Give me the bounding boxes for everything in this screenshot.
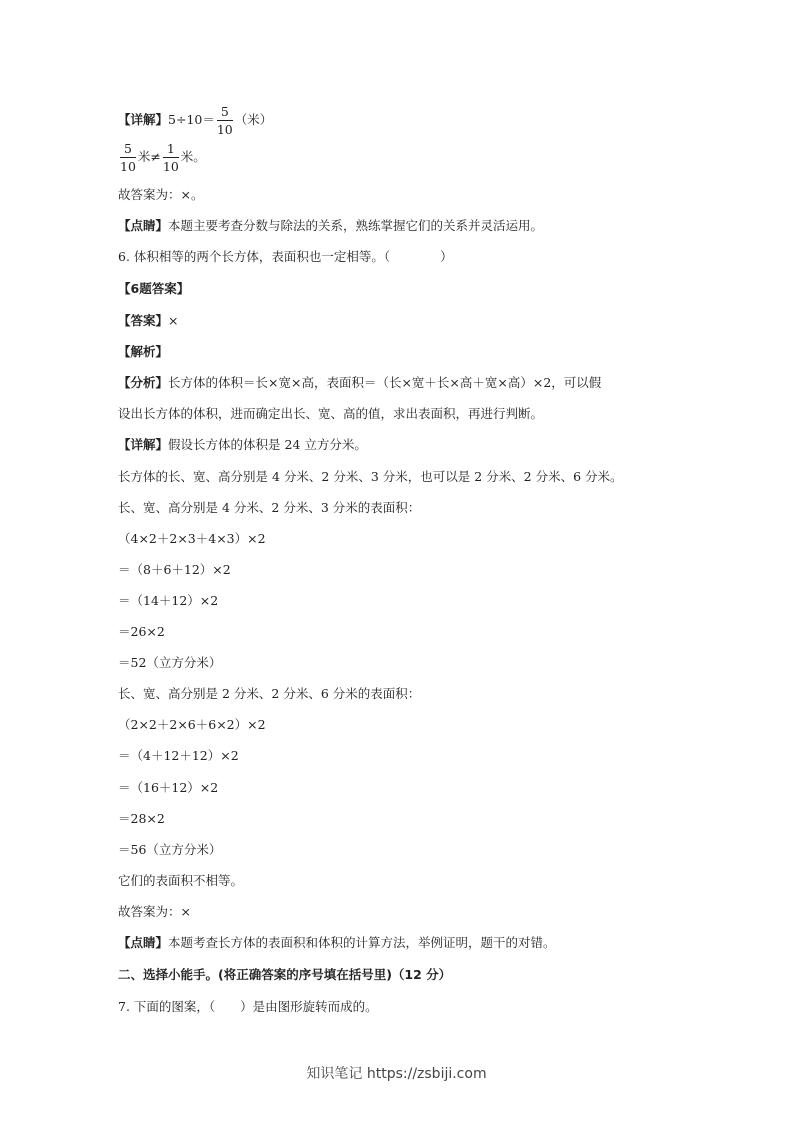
answer-value: × bbox=[168, 313, 179, 328]
body-line: 长、宽、高分别是 4 分米、2 分米、3 分米的表面积： bbox=[118, 500, 421, 515]
analysis-title: 【解析】 bbox=[118, 344, 169, 359]
footer-watermark[interactable]: 知识笔记 https://zsbiji.com bbox=[306, 1066, 487, 1082]
tip-label: 【点睛】 bbox=[118, 218, 169, 233]
body-line: （2×2＋2×6＋6×2）×2 bbox=[118, 717, 266, 732]
analysis-text-1: 长方体的体积＝长×宽×高，表面积＝（长×宽＋长×高＋宽×高）×2，可以假 bbox=[168, 375, 602, 390]
question-6: 6. 体积相等的两个长方体，表面积也一定相等。（ ） bbox=[118, 249, 453, 264]
fraction-b: $\frac{1}{10}$ bbox=[162, 141, 179, 174]
body-line: ＝（14＋12）×2 bbox=[118, 593, 219, 608]
body-line: ＝56（立方分米） bbox=[118, 842, 222, 857]
comparison-middle: 米≠ bbox=[137, 149, 161, 164]
body-line: ＝（8＋6＋12）×2 bbox=[118, 562, 231, 577]
analysis-line-2: 设出长方体的体积，进而确定出长、宽、高的值，求出表面积，再进行判断。 bbox=[118, 406, 544, 421]
fraction-a: $\frac{5}{10}$ bbox=[120, 141, 136, 174]
fraction-comparison-line bbox=[118, 141, 206, 174]
q6-answer-title: 【6题答案】 bbox=[118, 281, 190, 296]
analysis-line-1 bbox=[118, 374, 601, 392]
detail-line-2 bbox=[118, 436, 367, 454]
body-line: 它们的表面积不相等。 bbox=[118, 873, 244, 888]
comparison-tail: 米。 bbox=[180, 149, 206, 164]
detail-label-2: 【详解】 bbox=[118, 437, 169, 452]
tip-label-2: 【点睛】 bbox=[118, 935, 169, 950]
body-line: ＝26×2 bbox=[118, 624, 165, 639]
tip-text: 本题主要考查分数与除法的关系，熟练掌握它们的关系并灵活运用。 bbox=[168, 218, 544, 233]
detail-text-2: 假设长方体的体积是 24 立方分米。 bbox=[168, 437, 367, 452]
body-line: （4×2＋2×3＋4×3）×2 bbox=[118, 531, 266, 546]
question-7: 7. 下面的图案，（ ）是由图形旋转而成的。 bbox=[118, 999, 378, 1014]
body-line: 长、宽、高分别是 2 分米、2 分米、6 分米的表面积： bbox=[118, 686, 421, 701]
body-line: ＝（16＋12）×2 bbox=[118, 780, 219, 795]
detail-line-1 bbox=[118, 104, 272, 137]
detail-label: 【详解】 bbox=[118, 112, 169, 127]
body-line: 长方体的长、宽、高分别是 4 分米、2 分米、3 分米，也可以是 2 分米、2 分米、6 分米。 bbox=[118, 469, 623, 484]
body-line: ＝52（立方分米） bbox=[118, 655, 222, 670]
tip-line-2 bbox=[118, 934, 556, 952]
fraction-five-tenths: $\frac{5}{10}$ bbox=[216, 104, 233, 137]
division-expression: 5÷10＝ bbox=[168, 112, 215, 127]
analysis-label: 【分析】 bbox=[118, 375, 169, 390]
body-line: ＝28×2 bbox=[118, 811, 165, 826]
tip-text-2: 本题考查长方体的表面积和体积的计算方法，举例证明，题干的对错。 bbox=[168, 935, 556, 950]
body-line: ＝（4＋12＋12）×2 bbox=[118, 748, 239, 763]
answer-label: 【答案】 bbox=[118, 313, 169, 328]
unit-text: （米） bbox=[234, 112, 273, 127]
answer-line-1: 故答案为：×。 bbox=[118, 187, 204, 202]
answer-line bbox=[118, 312, 179, 330]
section-2-heading: 二、选择小能手。(将正确答案的序号填在括号里)（12 分） bbox=[118, 967, 452, 982]
tip-line-1 bbox=[118, 217, 543, 235]
body-line: 故答案为：× bbox=[118, 904, 191, 919]
